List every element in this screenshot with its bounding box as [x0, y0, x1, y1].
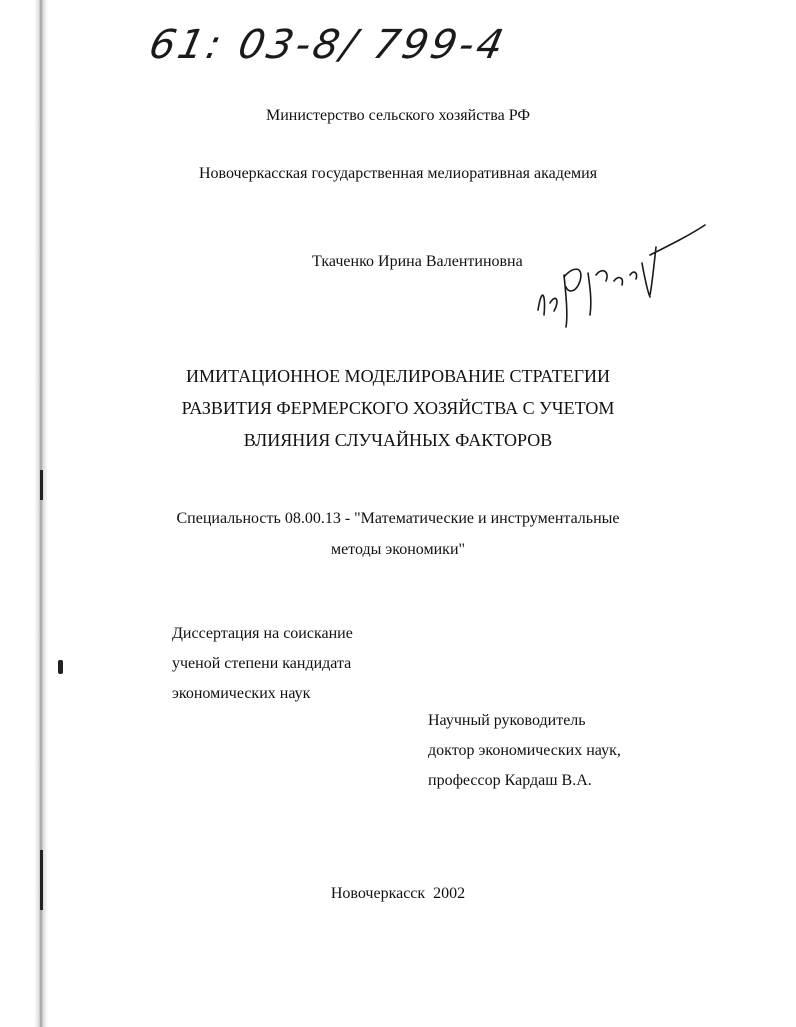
supervisor-line-2: доктор экономических наук,	[428, 742, 621, 759]
degree-line-2: ученой степени кандидата	[172, 655, 352, 672]
author-name: Ткаченко Ирина Валентиновна	[312, 253, 523, 270]
title-line-3: ВЛИЯНИЯ СЛУЧАЙНЫХ ФАКТОРОВ	[243, 430, 553, 450]
supervisor-line-1: Научный руководитель	[428, 712, 586, 729]
author-signature	[530, 215, 710, 335]
binding-mark	[58, 660, 63, 674]
archive-number: 61: 03-8/ 799-4	[145, 22, 511, 68]
place-year: Новочеркасск 2002	[330, 885, 466, 902]
title-line-1: ИМИТАЦИОННОЕ МОДЕЛИРОВАНИЕ СТРАТЕГИИ	[185, 366, 611, 386]
ministry-name: Министерство сельского хозяйства РФ	[266, 107, 530, 124]
supervisor-line-3: профессор Кардаш В.А.	[428, 772, 592, 789]
academy-name: Новочеркасская государственная мелиоративная академия	[198, 165, 598, 182]
specialty-line-2: методы экономики"	[330, 541, 466, 558]
degree-line-1: Диссертация на соискание	[172, 625, 353, 642]
degree-line-3: экономических наук	[172, 685, 311, 702]
binding-mark	[40, 470, 43, 500]
title-line-2: РАЗВИТИЯ ФЕРМЕРСКОГО ХОЗЯЙСТВА С УЧЕТОМ	[181, 398, 615, 418]
specialty-line-1: Специальность 08.00.13 - "Математические и инструментальные	[176, 510, 620, 527]
